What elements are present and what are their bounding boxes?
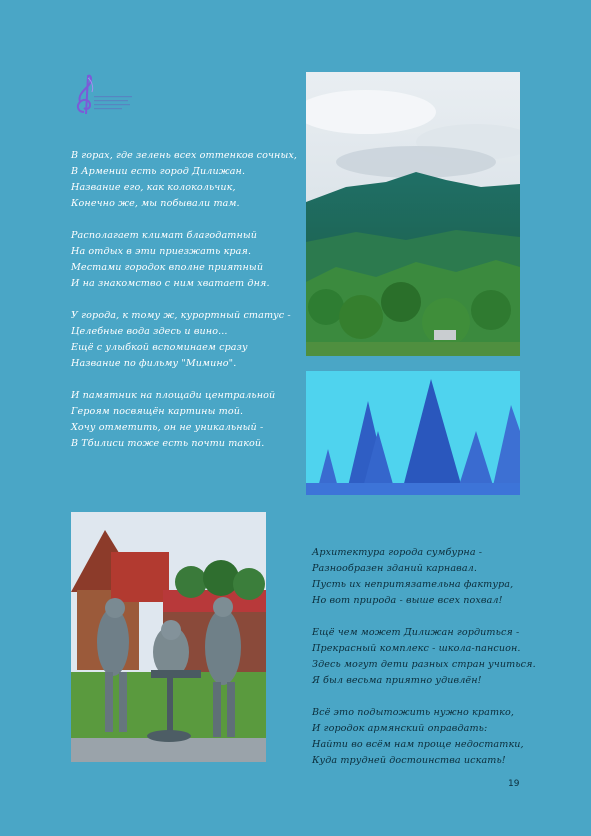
stanza <box>71 308 301 372</box>
poem-right <box>312 545 542 769</box>
poem-line: Целебные вода здесь и вино... <box>71 326 228 337</box>
poem-line: На отдых в эти приезжать края. <box>71 246 252 257</box>
poem-line: В Армении есть город Дилижан. <box>71 166 246 177</box>
poem-line: И памятник на площади центральной <box>71 390 276 401</box>
poem-line: Конечно же, мы побывали там. <box>71 198 240 209</box>
poem-line: Прекрасный комплекс - школа-пансион. <box>312 643 521 654</box>
poem-line: Здесь могут дети разных стран учиться. <box>312 659 536 670</box>
stanza <box>312 705 542 769</box>
poem-line: Располагает климат благодатный <box>71 230 258 241</box>
stanza <box>312 545 542 609</box>
poem-line: Но вот природа - выше всех похвал! <box>312 595 503 606</box>
poem-line: Найти во всём нам проще недостатки, <box>312 739 524 750</box>
mountain-photo <box>306 72 520 356</box>
poem-line: Ещё чем может Дилижан гордиться - <box>312 627 520 638</box>
poem-line: Разнообразен зданий карнавал. <box>312 563 478 574</box>
poem-line: Героям посвящён картины той. <box>71 406 244 417</box>
page-number: 19 <box>508 779 520 789</box>
poem-line: В Тбилиси тоже есть почти такой. <box>71 438 265 449</box>
poem-line: Название по фильму "Мимино". <box>71 358 237 369</box>
poem-line: И на знакомство с ним хватает дня. <box>71 278 270 289</box>
logo <box>70 72 140 116</box>
poem-line: Куда трудней достоинства искать! <box>312 755 506 766</box>
stanza <box>71 388 301 452</box>
poem-left <box>71 148 301 452</box>
poem-line: Название его, как колокольчик, <box>71 182 236 193</box>
trees-photo <box>306 371 520 495</box>
poem-line: У города, к тому ж, курортный статус - <box>71 310 291 321</box>
poem-line: Всё это подытожить нужно кратко, <box>312 707 514 718</box>
poem-line: Ещё с улыбкой вспоминаем сразу <box>71 342 248 353</box>
treble-clef-icon <box>70 72 140 116</box>
poem-line: В горах, где зелень всех оттенков сочных, <box>71 150 298 161</box>
poem-line: И городок армянский оправдать: <box>312 723 488 734</box>
statue-photo <box>71 512 266 762</box>
stanza <box>312 625 542 689</box>
poem-line: Пусть их непритязательна фактура, <box>312 579 514 590</box>
poem-line: Местами городок вполне приятный <box>71 262 264 273</box>
poem-line: Хочу отметить, он не уникальный - <box>71 422 264 433</box>
stanza <box>71 148 301 212</box>
stanza <box>71 228 301 292</box>
poem-line: Я был весьма приятно удивлён! <box>312 675 482 686</box>
poem-line: Архитектура города сумбурна - <box>312 547 483 558</box>
